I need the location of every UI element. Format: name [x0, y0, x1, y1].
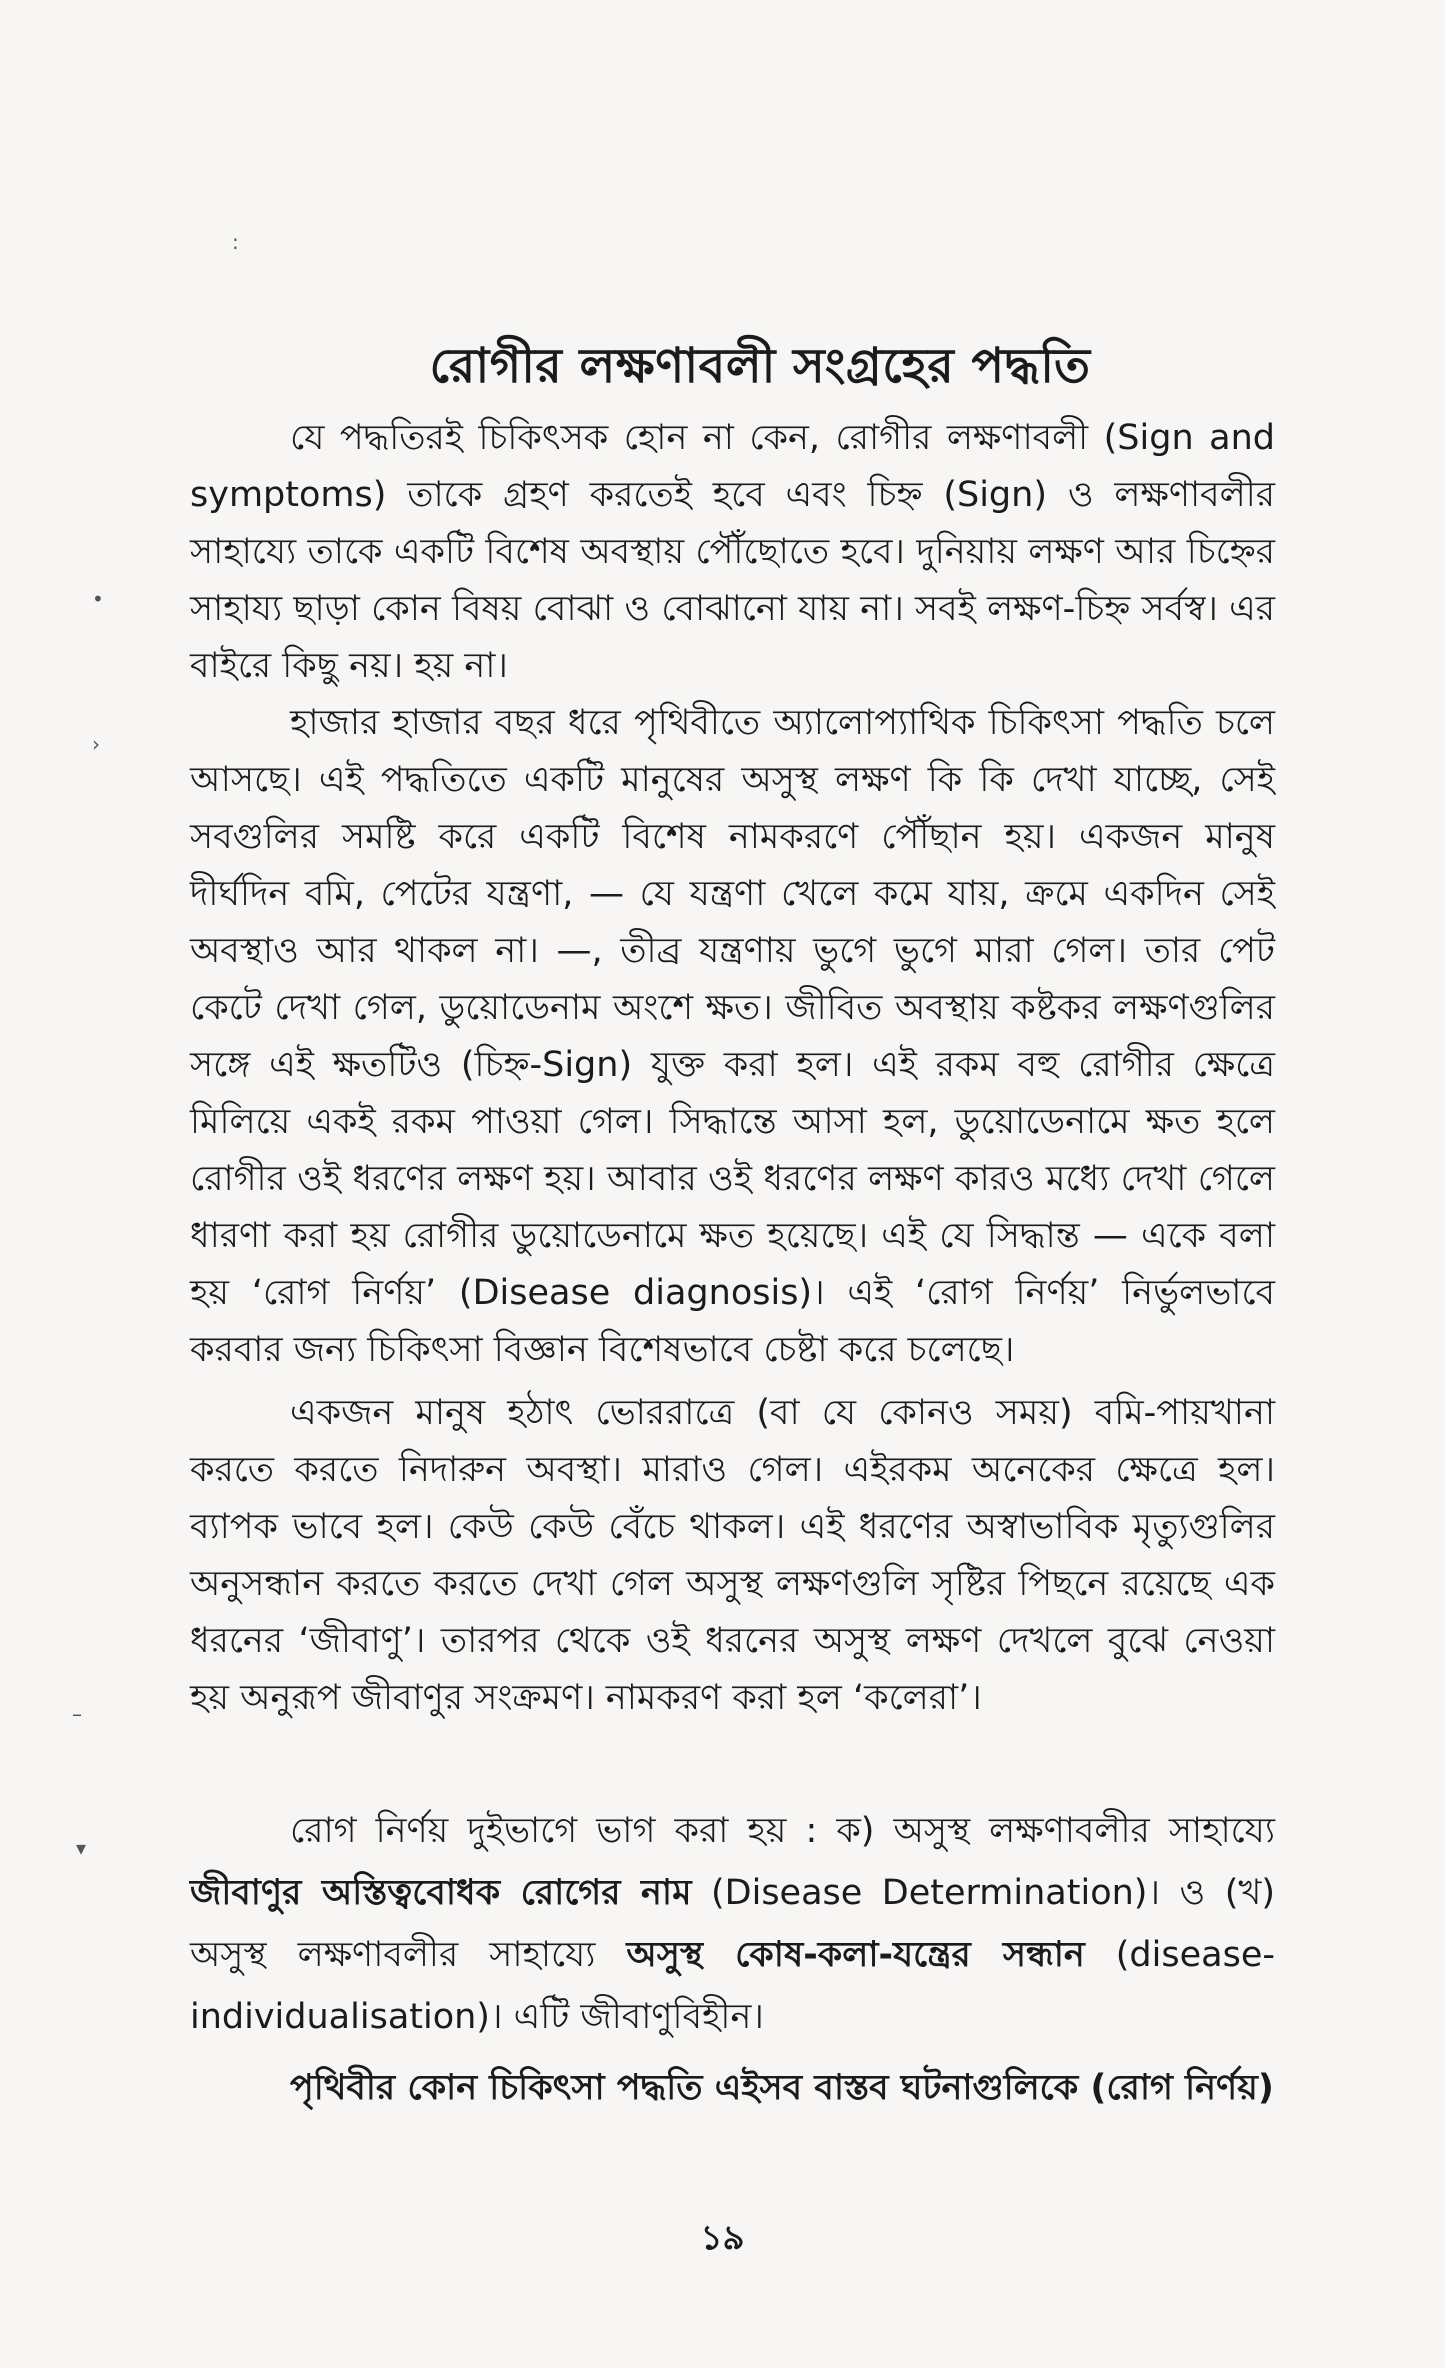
- paragraph-4-text: [190, 1800, 1275, 2048]
- margin-mark-1: •: [92, 587, 104, 611]
- paragraph-4-bold-2: অসুস্থ কোষ-কলা-যন্ত্রের সন্ধান: [626, 1935, 1085, 1975]
- paragraph-4: [190, 1800, 1275, 2048]
- paragraph-4-seg3: (Disease Determination)। ও (খ) অসুস্থ লক্ষণাবলীর সাহায্যে: [190, 1873, 1275, 1975]
- paragraph-5-text: পৃথিবীর কোন চিকিৎসা পদ্ধতি এইসব বাস্তব ঘটনাগুলিকে (রোগ নির্ণয়): [290, 2068, 1274, 2108]
- paragraph-4-seg5: (disease-individualisation)। এটি জীবাণুবিহীন।: [190, 1935, 1275, 2037]
- paragraph-2: [190, 695, 1275, 1379]
- page-number: ১৯: [700, 2218, 745, 2258]
- margin-mark-3: –: [72, 1702, 82, 1726]
- paragraph-3: [190, 1385, 1275, 1727]
- paragraph-5: [190, 2060, 1275, 2117]
- paragraph-2-text: হাজার হাজার বছর ধরে পৃথিবীতে অ্যালোপ্যাথিক চিকিৎসা পদ্ধতি চলে আসছে। এই পদ্ধতিতে একটি মানুষের অসুস্থ লক্ষণ কি কি দেখা যাচ্ছে, সেই সবগুলির সমষ্টি করে একটি বিশেষ নামকরণে পৌঁছান হয়। একজন মানুষ দীর্ঘদিন বমি, পেটের যন্ত্রণা, — যে যন্ত্রণা খেলে কমে যায়, ক্রমে একদিন সেই অবস্থাও আর থাকল না। —, তীব্র যন্ত্রণায় ভুগে ভুগে মারা গেল। তার পেট কেটে দেখা গেল, ডুয়োডেনাম অংশে ক্ষত। জীবিত অবস্থায় কষ্টকর লক্ষণগুলির সঙ্গে এই ক্ষতটিও (চিহ্ন-Sign) যুক্ত করা হল। এই রকম বহু রোগীর ক্ষেত্রে মিলিয়ে একই রকম পাওয়া গেল। সিদ্ধান্তে আসা হল, ডুয়োডেনামে ক্ষত হলে রোগীর ওই ধরণের লক্ষণ হয়। আবার ওই ধরণের লক্ষণ কারও মধ্যে দেখা গেলে ধারণা করা হয় রোগীর ডুয়োডেনামে ক্ষত হয়েছে। এই যে সিদ্ধান্ত — একে বলা হয় ‘রোগ নির্ণয়’ (Disease diagnosis)। এই ‘রোগ নির্ণয়’ নির্ভুলভাবে করবার জন্য চিকিৎসা বিজ্ঞান বিশেষভাবে চেষ্টা করে চলেছে।: [190, 703, 1275, 1370]
- paragraph-1: [190, 410, 1275, 695]
- margin-mark-2: ›: [92, 732, 100, 756]
- paragraph-4-seg1: রোগ নির্ণয় দুইভাগে ভাগ করা হয় : ক) অসুস্থ লক্ষণাবলীর সাহায্যে: [290, 1811, 1275, 1851]
- margin-mark-4: ▾: [76, 1836, 87, 1860]
- paragraph-1-text: যে পদ্ধতিরই চিকিৎসক হোন না কেন, রোগীর লক্ষণাবলী (Sign and symptoms) তাকে গ্রহণ করতেই হবে এবং চিহ্ন (Sign) ও লক্ষণাবলীর সাহায্যে তাকে একটি বিশেষ অবস্থায় পৌঁছোতে হবে। দুনিয়ায় লক্ষণ আর চিহ্নের সাহায্য ছাড়া কোন বিষয় বোঝা ও বোঝানো যায় না। সবই লক্ষণ-চিহ্ন সর্বস্ব। এর বাইরে কিছু নয়। হয় না।: [190, 418, 1275, 686]
- paragraph-4-bold-1: জীবাণুর অস্তিত্ববোধক রোগের নাম: [190, 1873, 692, 1913]
- margin-mark-top: :: [232, 230, 239, 254]
- paragraph-3-text: একজন মানুষ হঠাৎ ভোররাত্রে (বা যে কোনও সময়) বমি-পায়খানা করতে করতে নিদারুন অবস্থা। মারাও গেল। এইরকম অনেকের ক্ষেত্রে হল। ব্যাপক ভাবে হল। কেউ কেউ বেঁচে থাকল। এই ধরণের অস্বাভাবিক মৃত্যুগুলির অনুসন্ধান করতে করতে দেখা গেল অসুস্থ লক্ষণগুলি সৃষ্টির পিছনে রয়েছে এক ধরনের ‘জীবাণু’। তারপর থেকে ওই ধরনের অসুস্থ লক্ষণ দেখলে বুঝে নেওয়া হয় অনুরূপ জীবাণুর সংক্রমণ। নামকরণ করা হল ‘কলেরা’।: [190, 1393, 1275, 1718]
- page-title: রোগীর লক্ষণাবলী সংগ্রহের পদ্ধতি: [429, 338, 1091, 394]
